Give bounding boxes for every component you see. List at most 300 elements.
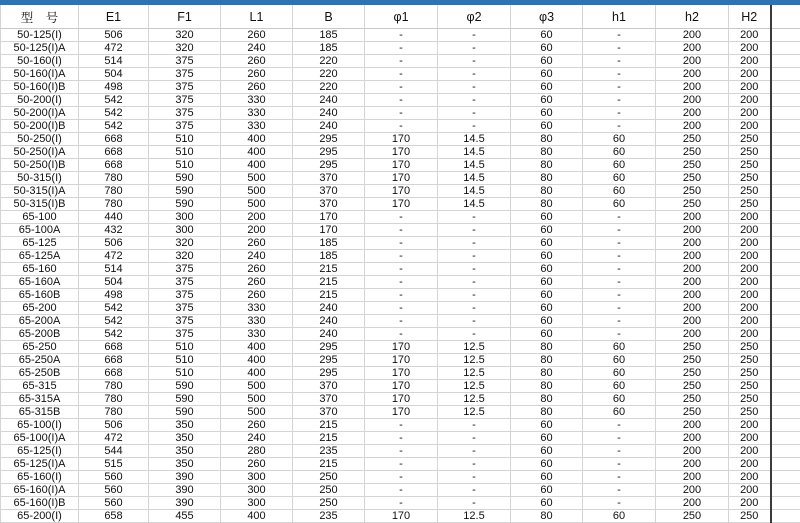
- table-row: [1, 393, 800, 406]
- value-cell: 200: [729, 276, 771, 289]
- value-cell: -: [438, 55, 511, 68]
- value-cell: 60: [511, 42, 583, 55]
- value-cell: -: [365, 484, 438, 497]
- value-cell: 60: [583, 185, 656, 198]
- value-cell: 432: [79, 224, 149, 237]
- value-cell: 80: [511, 172, 583, 185]
- value-cell: 170: [293, 224, 365, 237]
- table-row: [1, 445, 800, 458]
- value-cell: 250: [656, 172, 729, 185]
- table-row: [1, 341, 800, 354]
- table-row: [1, 29, 800, 42]
- value-cell: 250: [729, 341, 771, 354]
- table-row: [1, 94, 800, 107]
- model-cell: 65-160(I)A: [1, 484, 79, 497]
- value-cell: 80: [511, 393, 583, 406]
- value-cell: 215: [293, 458, 365, 471]
- value-cell: -: [438, 484, 511, 497]
- value-cell: 320: [149, 29, 221, 42]
- value-cell: 514: [79, 55, 149, 68]
- model-cell: 65-160B: [1, 289, 79, 302]
- model-cell: 50-160(I)B: [1, 81, 79, 94]
- value-cell: 215: [293, 276, 365, 289]
- value-cell: 320: [149, 237, 221, 250]
- model-cell: 50-200(I)B: [1, 120, 79, 133]
- gutter-cell: [771, 445, 800, 458]
- value-cell: 60: [511, 497, 583, 510]
- value-cell: 500: [221, 393, 293, 406]
- gutter-cell: [771, 120, 800, 133]
- gutter-cell: [771, 354, 800, 367]
- model-cell: 65-315: [1, 380, 79, 393]
- value-cell: 200: [656, 224, 729, 237]
- value-cell: -: [438, 81, 511, 94]
- value-cell: -: [365, 81, 438, 94]
- value-cell: 200: [729, 484, 771, 497]
- value-cell: 375: [149, 81, 221, 94]
- value-cell: 375: [149, 315, 221, 328]
- value-cell: 200: [729, 458, 771, 471]
- gutter-cell: [771, 458, 800, 471]
- value-cell: 170: [365, 133, 438, 146]
- value-cell: -: [438, 419, 511, 432]
- gutter-cell: [771, 341, 800, 354]
- value-cell: 60: [511, 484, 583, 497]
- value-cell: 80: [511, 406, 583, 419]
- column-header-E1: E1: [79, 5, 149, 29]
- value-cell: 260: [221, 289, 293, 302]
- value-cell: 330: [221, 328, 293, 341]
- value-cell: 350: [149, 432, 221, 445]
- value-cell: 375: [149, 263, 221, 276]
- value-cell: -: [365, 289, 438, 302]
- value-cell: 170: [365, 380, 438, 393]
- gutter-header-cell: [771, 5, 800, 29]
- value-cell: -: [438, 445, 511, 458]
- value-cell: 60: [511, 315, 583, 328]
- value-cell: 12.5: [438, 354, 511, 367]
- table-row: [1, 471, 800, 484]
- model-cell: 65-100: [1, 211, 79, 224]
- value-cell: 250: [656, 341, 729, 354]
- value-cell: 250: [729, 185, 771, 198]
- value-cell: 260: [221, 29, 293, 42]
- value-cell: 200: [656, 458, 729, 471]
- value-cell: -: [365, 211, 438, 224]
- value-cell: 260: [221, 263, 293, 276]
- value-cell: 515: [79, 458, 149, 471]
- value-cell: 780: [79, 380, 149, 393]
- model-cell: 50-315(I)B: [1, 198, 79, 211]
- value-cell: 200: [729, 497, 771, 510]
- table-row: [1, 289, 800, 302]
- value-cell: 400: [221, 367, 293, 380]
- gutter-cell: [771, 393, 800, 406]
- value-cell: 60: [511, 81, 583, 94]
- value-cell: 60: [583, 393, 656, 406]
- gutter-cell: [771, 367, 800, 380]
- value-cell: 668: [79, 354, 149, 367]
- value-cell: 375: [149, 302, 221, 315]
- value-cell: -: [438, 302, 511, 315]
- value-cell: 295: [293, 341, 365, 354]
- model-cell: 65-160A: [1, 276, 79, 289]
- value-cell: 250: [729, 354, 771, 367]
- table-row: [1, 406, 800, 419]
- value-cell: 80: [511, 159, 583, 172]
- gutter-cell: [771, 198, 800, 211]
- gutter-cell: [771, 172, 800, 185]
- value-cell: 668: [79, 367, 149, 380]
- value-cell: 250: [656, 354, 729, 367]
- value-cell: 200: [729, 42, 771, 55]
- model-cell: 50-125(I)A: [1, 42, 79, 55]
- value-cell: 390: [149, 484, 221, 497]
- value-cell: 330: [221, 302, 293, 315]
- value-cell: 510: [149, 367, 221, 380]
- table-row: [1, 276, 800, 289]
- column-header-model: 型 号: [1, 5, 79, 29]
- value-cell: 400: [221, 159, 293, 172]
- value-cell: 542: [79, 302, 149, 315]
- value-cell: 200: [656, 471, 729, 484]
- value-cell: 80: [511, 146, 583, 159]
- value-cell: -: [583, 263, 656, 276]
- model-cell: 65-200(I): [1, 510, 79, 523]
- value-cell: 215: [293, 419, 365, 432]
- model-cell: 50-160(I)A: [1, 68, 79, 81]
- table-row: [1, 42, 800, 55]
- column-header-L1: L1: [221, 5, 293, 29]
- value-cell: 60: [511, 250, 583, 263]
- value-cell: 330: [221, 315, 293, 328]
- model-cell: 65-200: [1, 302, 79, 315]
- value-cell: 658: [79, 510, 149, 523]
- value-cell: 400: [221, 354, 293, 367]
- table-row: [1, 68, 800, 81]
- value-cell: -: [438, 250, 511, 263]
- value-cell: 170: [365, 510, 438, 523]
- value-cell: 300: [221, 497, 293, 510]
- table-row: [1, 315, 800, 328]
- gutter-cell: [771, 29, 800, 42]
- value-cell: 668: [79, 146, 149, 159]
- value-cell: -: [583, 237, 656, 250]
- value-cell: -: [583, 445, 656, 458]
- value-cell: 320: [149, 42, 221, 55]
- value-cell: 60: [511, 432, 583, 445]
- gutter-cell: [771, 211, 800, 224]
- value-cell: 200: [656, 328, 729, 341]
- value-cell: 200: [729, 302, 771, 315]
- gutter-cell: [771, 484, 800, 497]
- value-cell: 590: [149, 406, 221, 419]
- value-cell: 780: [79, 393, 149, 406]
- column-header-h1: h1: [583, 5, 656, 29]
- value-cell: 295: [293, 159, 365, 172]
- model-cell: 65-160(I)B: [1, 497, 79, 510]
- value-cell: 370: [293, 185, 365, 198]
- value-cell: 185: [293, 250, 365, 263]
- value-cell: 12.5: [438, 380, 511, 393]
- value-cell: 200: [656, 120, 729, 133]
- value-cell: 60: [511, 211, 583, 224]
- table-row: [1, 419, 800, 432]
- value-cell: 200: [729, 432, 771, 445]
- value-cell: 250: [729, 146, 771, 159]
- value-cell: -: [365, 328, 438, 341]
- value-cell: 375: [149, 107, 221, 120]
- value-cell: 200: [656, 315, 729, 328]
- value-cell: 590: [149, 380, 221, 393]
- value-cell: 240: [221, 42, 293, 55]
- value-cell: -: [438, 497, 511, 510]
- gutter-cell: [771, 497, 800, 510]
- value-cell: 500: [221, 172, 293, 185]
- value-cell: 500: [221, 185, 293, 198]
- value-cell: -: [583, 81, 656, 94]
- gutter-cell: [771, 263, 800, 276]
- value-cell: 200: [656, 94, 729, 107]
- gutter-cell: [771, 159, 800, 172]
- value-cell: 350: [149, 419, 221, 432]
- gutter-cell: [771, 55, 800, 68]
- gutter-cell: [771, 42, 800, 55]
- value-cell: 440: [79, 211, 149, 224]
- column-header-phi3: φ3: [511, 5, 583, 29]
- value-cell: 250: [656, 185, 729, 198]
- value-cell: 250: [729, 510, 771, 523]
- value-cell: 215: [293, 432, 365, 445]
- value-cell: 60: [511, 458, 583, 471]
- value-cell: 375: [149, 68, 221, 81]
- value-cell: 200: [729, 315, 771, 328]
- value-cell: 200: [656, 55, 729, 68]
- value-cell: -: [583, 107, 656, 120]
- value-cell: 60: [583, 172, 656, 185]
- model-cell: 65-250B: [1, 367, 79, 380]
- value-cell: 60: [511, 445, 583, 458]
- column-header-B: B: [293, 5, 365, 29]
- value-cell: -: [583, 276, 656, 289]
- value-cell: 370: [293, 393, 365, 406]
- value-cell: -: [365, 250, 438, 263]
- gutter-cell: [771, 107, 800, 120]
- table-row: [1, 458, 800, 471]
- value-cell: 542: [79, 328, 149, 341]
- value-cell: 250: [729, 172, 771, 185]
- value-cell: -: [583, 432, 656, 445]
- value-cell: -: [583, 458, 656, 471]
- value-cell: 185: [293, 42, 365, 55]
- value-cell: 250: [729, 159, 771, 172]
- model-cell: 50-200(I)A: [1, 107, 79, 120]
- gutter-cell: [771, 432, 800, 445]
- value-cell: -: [365, 315, 438, 328]
- value-cell: -: [583, 484, 656, 497]
- value-cell: 240: [293, 328, 365, 341]
- value-cell: 350: [149, 458, 221, 471]
- value-cell: 250: [729, 367, 771, 380]
- value-cell: 185: [293, 237, 365, 250]
- model-cell: 65-100(I): [1, 419, 79, 432]
- table-row: [1, 211, 800, 224]
- table-body: [1, 29, 800, 523]
- value-cell: 200: [656, 289, 729, 302]
- value-cell: 60: [511, 224, 583, 237]
- value-cell: 12.5: [438, 393, 511, 406]
- value-cell: 170: [365, 146, 438, 159]
- value-cell: 350: [149, 445, 221, 458]
- value-cell: 542: [79, 315, 149, 328]
- model-cell: 65-200B: [1, 328, 79, 341]
- value-cell: 375: [149, 120, 221, 133]
- value-cell: 250: [656, 406, 729, 419]
- value-cell: 80: [511, 367, 583, 380]
- model-cell: 50-250(I)A: [1, 146, 79, 159]
- value-cell: -: [365, 55, 438, 68]
- value-cell: 60: [583, 198, 656, 211]
- value-cell: 260: [221, 276, 293, 289]
- model-cell: 65-125(I)A: [1, 458, 79, 471]
- value-cell: 60: [511, 120, 583, 133]
- value-cell: 60: [511, 328, 583, 341]
- column-header-phi2: φ2: [438, 5, 511, 29]
- model-cell: 65-160: [1, 263, 79, 276]
- value-cell: 200: [656, 42, 729, 55]
- gutter-cell: [771, 419, 800, 432]
- value-cell: 60: [511, 94, 583, 107]
- value-cell: 390: [149, 471, 221, 484]
- table-row: [1, 224, 800, 237]
- value-cell: 200: [656, 237, 729, 250]
- value-cell: 14.5: [438, 172, 511, 185]
- value-cell: 12.5: [438, 341, 511, 354]
- value-cell: -: [438, 68, 511, 81]
- value-cell: 200: [729, 419, 771, 432]
- table-row: [1, 484, 800, 497]
- gutter-cell: [771, 302, 800, 315]
- value-cell: -: [365, 120, 438, 133]
- value-cell: 250: [656, 159, 729, 172]
- value-cell: 170: [365, 354, 438, 367]
- value-cell: 590: [149, 172, 221, 185]
- value-cell: 235: [293, 445, 365, 458]
- value-cell: 200: [656, 497, 729, 510]
- value-cell: 780: [79, 198, 149, 211]
- gutter-cell: [771, 133, 800, 146]
- value-cell: 590: [149, 393, 221, 406]
- value-cell: 200: [656, 68, 729, 81]
- value-cell: 14.5: [438, 133, 511, 146]
- value-cell: 60: [511, 237, 583, 250]
- value-cell: 295: [293, 146, 365, 159]
- value-cell: 60: [583, 159, 656, 172]
- value-cell: 514: [79, 263, 149, 276]
- value-cell: 200: [656, 250, 729, 263]
- value-cell: 215: [293, 289, 365, 302]
- model-cell: 50-315(I): [1, 172, 79, 185]
- value-cell: -: [438, 94, 511, 107]
- value-cell: 200: [729, 29, 771, 42]
- value-cell: 60: [511, 289, 583, 302]
- value-cell: 260: [221, 68, 293, 81]
- value-cell: 170: [365, 159, 438, 172]
- value-cell: 510: [149, 341, 221, 354]
- value-cell: -: [365, 497, 438, 510]
- table-row: [1, 432, 800, 445]
- value-cell: 60: [583, 146, 656, 159]
- value-cell: 60: [511, 419, 583, 432]
- model-cell: 50-125(I): [1, 29, 79, 42]
- value-cell: 240: [293, 94, 365, 107]
- value-cell: 498: [79, 81, 149, 94]
- value-cell: 200: [729, 211, 771, 224]
- value-cell: -: [365, 68, 438, 81]
- value-cell: 200: [729, 94, 771, 107]
- value-cell: -: [438, 276, 511, 289]
- value-cell: 80: [511, 185, 583, 198]
- value-cell: 250: [656, 367, 729, 380]
- value-cell: -: [365, 29, 438, 42]
- value-cell: 200: [221, 211, 293, 224]
- model-cell: 50-315(I)A: [1, 185, 79, 198]
- value-cell: 560: [79, 471, 149, 484]
- value-cell: 200: [729, 55, 771, 68]
- value-cell: -: [365, 263, 438, 276]
- value-cell: 200: [729, 237, 771, 250]
- value-cell: 200: [729, 263, 771, 276]
- value-cell: -: [583, 302, 656, 315]
- value-cell: 668: [79, 133, 149, 146]
- value-cell: 200: [729, 328, 771, 341]
- value-cell: 240: [293, 315, 365, 328]
- model-cell: 65-100(I)A: [1, 432, 79, 445]
- value-cell: -: [438, 29, 511, 42]
- table-row: [1, 185, 800, 198]
- value-cell: 375: [149, 328, 221, 341]
- value-cell: 200: [729, 81, 771, 94]
- model-cell: 65-200A: [1, 315, 79, 328]
- value-cell: -: [438, 224, 511, 237]
- value-cell: 220: [293, 55, 365, 68]
- value-cell: 510: [149, 159, 221, 172]
- value-cell: -: [583, 94, 656, 107]
- value-cell: 510: [149, 354, 221, 367]
- value-cell: 542: [79, 120, 149, 133]
- value-cell: 185: [293, 29, 365, 42]
- value-cell: -: [438, 42, 511, 55]
- value-cell: 300: [149, 224, 221, 237]
- value-cell: -: [438, 289, 511, 302]
- value-cell: 200: [729, 250, 771, 263]
- value-cell: 60: [511, 29, 583, 42]
- value-cell: -: [365, 432, 438, 445]
- value-cell: 215: [293, 263, 365, 276]
- value-cell: 506: [79, 419, 149, 432]
- gutter-cell: [771, 185, 800, 198]
- model-cell: 65-125A: [1, 250, 79, 263]
- value-cell: -: [438, 120, 511, 133]
- model-cell: 50-250(I)B: [1, 159, 79, 172]
- model-cell: 50-200(I): [1, 94, 79, 107]
- gutter-cell: [771, 380, 800, 393]
- value-cell: 500: [221, 380, 293, 393]
- value-cell: 14.5: [438, 159, 511, 172]
- value-cell: -: [365, 471, 438, 484]
- model-cell: 65-315A: [1, 393, 79, 406]
- value-cell: 560: [79, 484, 149, 497]
